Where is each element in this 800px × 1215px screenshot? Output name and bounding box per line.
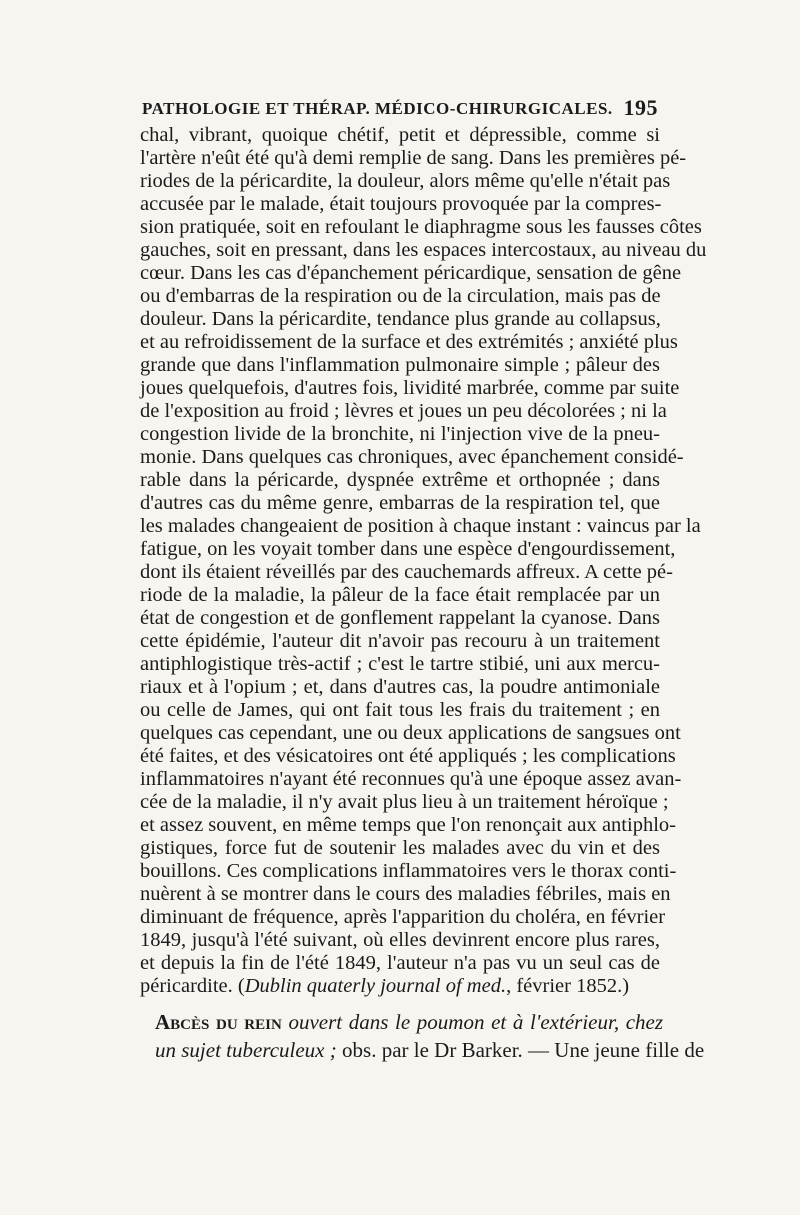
text-line: bouillons. Ces complications inflammatoires vers le thorax conti- xyxy=(140,860,677,882)
main-paragraph xyxy=(140,124,707,998)
text-line: état de congestion et de gonflement rappelant la cyanose. Dans xyxy=(140,607,660,629)
text-line: ou d'embarras de la respiration ou de la circulation, mais pas de xyxy=(140,285,661,307)
text-line: été faites, et des vésicatoires ont été appliqués ; les complications xyxy=(140,745,676,767)
text-line: rable dans la péricarde, dyspnée extrême et orthopnée ; dans xyxy=(140,469,660,491)
text-line: cette épidémie, l'auteur dit n'avoir pas recouru à un traitement xyxy=(140,630,660,652)
journal-citation: Dublin quaterly journal of med. xyxy=(244,975,507,997)
article-opening: obs. par le Dr Barker. — Une jeune fille de xyxy=(336,1038,705,1062)
text-line: inflammatoires n'ayant été reconnues qu'à une époque assez avan- xyxy=(140,768,682,790)
text-line: cée de la maladie, il n'y avait plus lieu à un traitement héroïque ; xyxy=(140,791,669,813)
text-line: quelques cas cependant, une ou deux applications de sangsues ont xyxy=(140,722,681,744)
text-line: douleur. Dans la péricardite, tendance plus grande au collapsus, xyxy=(140,308,661,330)
text-line: diminuant de fréquence, après l'apparition du choléra, en février xyxy=(140,906,666,928)
text-line: ou celle de James, qui ont fait tous les frais du traitement ; en xyxy=(140,699,660,721)
next-article-line-2 xyxy=(155,1036,705,1064)
text-line: 1849, jusqu'à l'été suivant, où elles devinrent encore plus rares, xyxy=(140,929,660,951)
article-headword: Abcès du rein xyxy=(155,1010,282,1034)
text-line: l'artère n'eût été qu'à demi remplie de sang. Dans les premières pé- xyxy=(140,147,687,169)
text-line: d'autres cas du même genre, embarras de la respiration tel, que xyxy=(140,492,660,514)
text-line: antiphlogistique très-actif ; c'est le tartre stibié, uni aux mercu- xyxy=(140,653,660,675)
text-line: congestion livide de la bronchite, ni l'injection vive de la pneu- xyxy=(140,423,660,445)
text-line: dont ils étaient réveillés par des cauchemards affreux. A cette pé- xyxy=(140,561,673,583)
page-number: 195 xyxy=(623,95,658,120)
text-line: cœur. Dans les cas d'épanchement péricardique, sensation de gêne xyxy=(140,262,682,284)
text-line: joues quelquefois, d'autres fois, lividité marbrée, comme par suite xyxy=(140,377,680,399)
text-line: riode de la maladie, la pâleur de la face était remplacée par un xyxy=(140,584,660,606)
text-line: chal, vibrant, quoique chétif, petit et dépressible, comme si xyxy=(140,124,660,146)
running-title: PATHOLOGIE ET THÉRAP. MÉDICO-CHIRURGICALES. xyxy=(142,99,613,118)
text-line: grande que dans l'inflammation pulmonaire simple ; pâleur des xyxy=(140,354,660,376)
text-line: fatigue, on les voyait tomber dans une espèce d'engourdissement, xyxy=(140,538,676,560)
running-header xyxy=(142,95,658,125)
text-line: gauches, soit en pressant, dans les espaces intercostaux, au niveau du xyxy=(140,239,707,261)
article-title-part2: un sujet tuberculeux ; xyxy=(155,1038,337,1062)
text-line: monie. Dans quelques cas chroniques, avec épanchement considé- xyxy=(140,446,684,468)
text-line: gistiques, force fut de soutenir les malades avec du vin et des xyxy=(140,837,660,859)
text-line: de l'exposition au froid ; lèvres et joues un peu décolorées ; ni la xyxy=(140,400,667,422)
text-line: et depuis la fin de l'été 1849, l'auteur n'a pas vu un seul cas de xyxy=(140,952,660,974)
citation-date: , février 1852.) xyxy=(506,975,630,997)
citation-lead: péricardite. ( xyxy=(140,975,245,997)
citation-line xyxy=(140,975,660,998)
article-title-part1: ouvert dans le poumon et à l'extérieur, chez xyxy=(288,1010,664,1034)
text-line: les malades changeaient de position à chaque instant : vaincus par la xyxy=(140,515,701,537)
text-line: riodes de la péricardite, la douleur, alors même qu'elle n'était pas xyxy=(140,170,671,192)
next-article-line-1 xyxy=(155,1008,663,1036)
text-line: nuèrent à se montrer dans le cours des maladies fébriles, mais en xyxy=(140,883,671,905)
text-line: et au refroidissement de la surface et des extrémités ; anxiété plus xyxy=(140,331,678,353)
text-line: accusée par le malade, était toujours provoquée par la compres- xyxy=(140,193,662,215)
next-article xyxy=(155,1008,705,1064)
text-line: sion pratiquée, soit en refoulant le diaphragme sous les fausses côtes xyxy=(140,216,702,238)
text-line: riaux et à l'opium ; et, dans d'autres cas, la poudre antimoniale xyxy=(140,676,660,698)
text-line: et assez souvent, en même temps que l'on renonçait aux antiphlo- xyxy=(140,814,676,836)
